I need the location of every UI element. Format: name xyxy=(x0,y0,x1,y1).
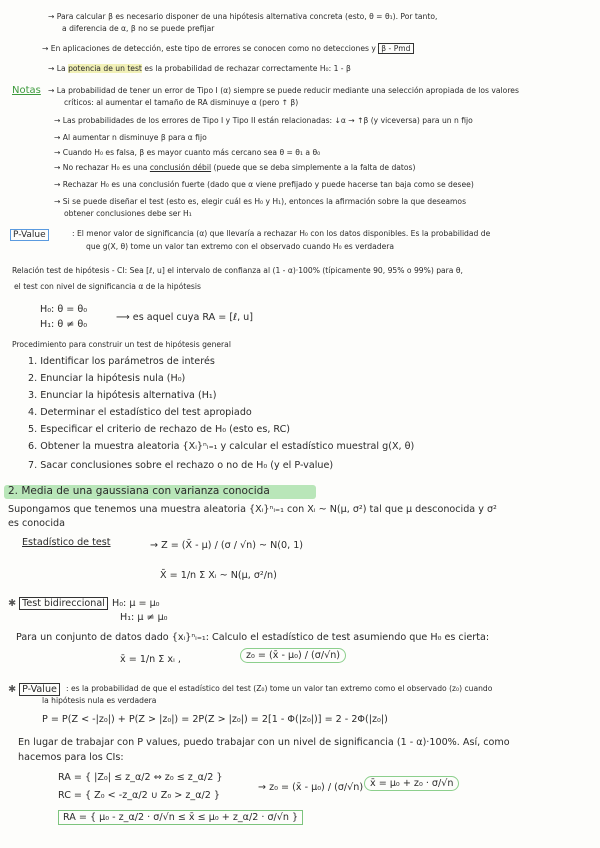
instead-line-2: hacemos para los CIs: xyxy=(18,752,124,763)
procedure-title: Procedimiento para construir un test de hipótesis general xyxy=(12,340,231,349)
step-4: 4. Determinar el estadístico del test apropiado xyxy=(28,407,252,418)
z0-formula: z₀ = (x̄ - μ₀) / (σ/√n) xyxy=(240,648,346,663)
hyp-h1: H₁: θ ≠ θ₀ xyxy=(40,319,88,330)
statistic-formula: → Z = (X̄ - μ) / (σ / √n) ~ N(0, 1) xyxy=(150,540,304,551)
critical-mean-box xyxy=(364,778,459,789)
note-3: → Al aumentar n disminuye β para α fijo xyxy=(54,133,207,142)
note-1: → La probabilidad de tener un error de Tipo I (α) siempre se puede reducir mediante una selección apropiada de los valores xyxy=(48,86,519,95)
power-text: es la probabilidad de rechazar correctamente H₀: 1 - β xyxy=(144,64,351,73)
sample-mean-dist: X̄ = 1/n Σ Xᵢ ~ N(μ, σ²/n) xyxy=(160,570,277,581)
bilateral-label: Test bidireccional xyxy=(19,597,108,610)
beta-requirement-line-2: a diferencia de α, β no se puede prefijar xyxy=(62,24,215,33)
ra-relation: ⟶ es aquel cuya RA = [ℓ, u] xyxy=(116,312,253,323)
note-6: → Rechazar H₀ es una conclusión fuerte (dado que α viene prefijado y puede hacerse tan baja como se desee) xyxy=(54,180,474,189)
pvalue-label: P-Value xyxy=(10,229,49,241)
z0-box xyxy=(240,650,346,661)
relation-line-1: Relación test de hipótesis - CI: Sea [ℓ, u] el intervalo de confianza al (1 - α)·100% (típicamente 90, 95% o 99%) para θ, xyxy=(12,266,463,275)
pvalue2-equation: P = P(Z < -|z₀|) + P(Z > |z₀|) = 2P(Z > |z₀|) = 2[1 - Φ(|z₀|)] = 2 - 2Φ(|z₀|) xyxy=(42,714,388,725)
detection-line xyxy=(42,44,414,54)
note-4: → Cuando H₀ es falsa, β es mayor cuanto más cercano sea θ = θ₁ a θ₀ xyxy=(54,148,321,157)
pvalue-def-2: que g(X, θ) tome un valor tan extremo con el observado cuando H₀ es verdadera xyxy=(86,242,395,251)
step-2: 2. Enunciar la hipótesis nula (H₀) xyxy=(28,373,186,384)
pvalue2-def-2: la hipótesis nula es verdadera xyxy=(42,696,157,705)
dataset-line: Para un conjunto de datos dado {xᵢ}ⁿᵢ₌₁: Calculo el estadístico de test asumiendo que H₀ es cierta: xyxy=(16,632,490,643)
step-6: 6. Obtener la muestra aleatoria {Xᵢ}ⁿᵢ₌₁ y calcular el estadístico muestral g(X, θ) xyxy=(28,441,415,452)
note-5-prefix: → No rechazar H₀ es una xyxy=(54,163,148,172)
relation-line-2: el test con nivel de significancia α de la hipótesis xyxy=(14,282,201,291)
detection-text: → En aplicaciones de detección, este tipo de errores se conocen como no detecciones y xyxy=(42,44,376,53)
note-1b: críticos: al aumentar el tamaño de RA disminuye α (pero ↑ β) xyxy=(64,98,299,107)
note-7: → Si se puede diseñar el test (esto es, elegir cuál es H₀ y H₁), entonces la afirmación sobre la que deseamos xyxy=(54,197,467,206)
critical-mean: x̄ = μ₀ + z₀ · σ/√n xyxy=(364,776,459,791)
note-7b: obtener conclusiones debe ser H₁ xyxy=(64,209,192,218)
sample-line-1: Supongamos que tenemos una muestra aleatoria {Xᵢ}ⁿᵢ₌₁ con Xᵢ ~ N(μ, σ²) tal que μ desconocida y σ² xyxy=(8,504,497,515)
step-5: 5. Especificar el criterio de rechazo de H₀ (esto es, RC) xyxy=(28,424,291,435)
pvalue2-label: P-Value xyxy=(19,683,60,696)
section-title: 2. Media de una gaussiana con varianza conocida xyxy=(8,485,270,497)
notes-label: Notas xyxy=(12,85,41,96)
pvalue2-def-1: : es la probabilidad de que el estadístico del test (Z₀) tome un valor tan extremo como el observado (z₀) cuando xyxy=(66,684,493,693)
sample-line-2: es conocida xyxy=(8,518,65,529)
pvalue2-label-row xyxy=(8,684,60,695)
weak-conclusion: conclusión débil xyxy=(149,163,212,172)
power-prefix: → La xyxy=(48,64,66,73)
step-3: 3. Enunciar la hipótesis alternativa (H₁) xyxy=(28,390,217,401)
rc-region: RC = { Z₀ < -z_α/2 ∪ Z₀ > z_α/2 } xyxy=(58,790,221,801)
ra-mean-region: RA = { μ₀ - z_α/2 · σ/√n ≤ x̄ ≤ μ₀ + z_α/2 · σ/√n } xyxy=(58,810,303,825)
star-icon-2: ✱ xyxy=(8,684,17,695)
beta-requirement-line: → Para calcular β es necesario disponer de una hipótesis alternativa concreta (esto, θ = θ₁). Por tanto, xyxy=(48,12,438,21)
ra-region: RA = { |Z₀| ≤ z_α/2 ⇔ z₀ ≤ z_α/2 } xyxy=(58,772,223,783)
bilateral-h1: H₁: μ ≠ μ₀ xyxy=(120,612,168,623)
step-7: 7. Sacar conclusiones sobre el rechazo o no de H₀ (y el P-value) xyxy=(28,460,334,471)
z0-expression: → z₀ = (x̄ - μ₀) / (σ/√n) xyxy=(258,782,364,793)
note-5-text: (puede que se deba simplemente a la falta de datos) xyxy=(213,163,416,172)
pvalue-def-1: : El menor valor de significancia (α) que llevaría a rechazar H₀ con los datos disponibles. Es la probabilidad de xyxy=(72,229,491,238)
star-icon: ✱ xyxy=(8,598,17,609)
pvalue-label-box xyxy=(10,230,49,241)
ra-mean-box xyxy=(58,812,303,823)
power-line xyxy=(48,64,351,74)
bilateral-label-row xyxy=(8,598,108,609)
instead-line-1: En lugar de trabajar con P values, puedo trabajar con un nivel de significancia (1 - α)·100%. Así, como xyxy=(18,737,510,748)
bilateral-h0: H₀: μ = μ₀ xyxy=(112,598,160,609)
hyp-h0: H₀: θ = θ₀ xyxy=(40,304,88,315)
step-1: 1. Identificar los parámetros de interés xyxy=(28,356,215,367)
power-highlight: potencia de un test xyxy=(68,64,142,73)
statistic-label: Estadístico de test xyxy=(22,537,111,548)
note-5 xyxy=(54,163,415,173)
pmd-box: β - Pmd xyxy=(378,43,413,54)
sample-mean-obs: x̄ = 1/n Σ xᵢ , xyxy=(120,654,181,665)
note-2: → Las probabilidades de los errores de Tipo I y Tipo II están relacionadas: ↓α → ↑β (y viceversa) para un n fijo xyxy=(54,116,473,125)
